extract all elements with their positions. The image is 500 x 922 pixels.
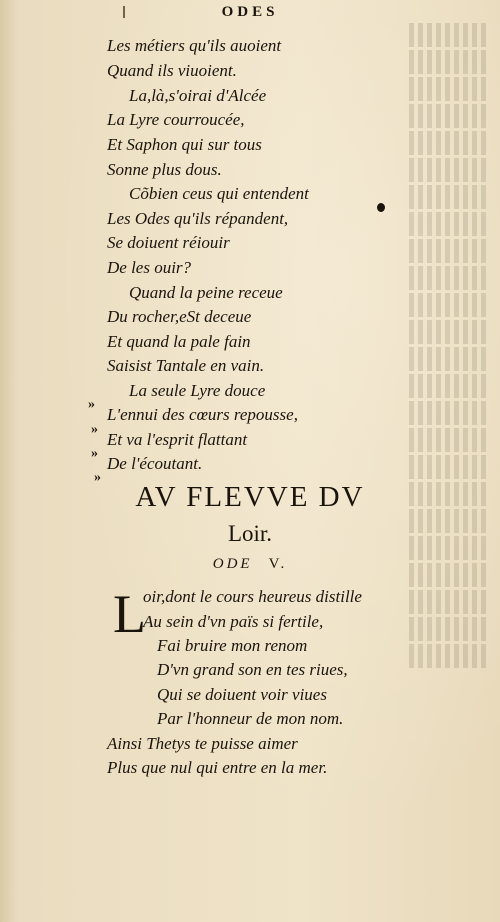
poem-subtitle: Loir.: [227, 521, 273, 546]
verse-line: Qui se doiuent voir viues: [157, 685, 327, 704]
ink-blot: [377, 203, 385, 212]
verse-line: Du rocher,eSt deceue: [107, 307, 252, 326]
verse-line: Sonne plus dous.: [107, 160, 222, 179]
verse-line: De l'écoutant.: [107, 454, 203, 473]
verse-line: L'ennui des cœurs repousse,: [107, 405, 298, 424]
running-head: ODES: [221, 4, 279, 20]
verse-line: Et quand la pale fain: [107, 332, 251, 351]
drop-cap: L: [113, 584, 146, 644]
verse-line: Fai bruire mon renom: [157, 636, 308, 655]
verse-line: La Lyre courroucée,: [107, 110, 245, 129]
verse-line: Saisist Tantale en vain.: [107, 356, 265, 375]
verse-line: Et va l'esprit flattant: [107, 430, 248, 449]
verse-line: La seule Lyre douce: [129, 381, 266, 400]
verse-line: Par l'honneur de mon nom.: [157, 709, 344, 728]
verse-line: Ainsi Thetys te puisse aimer: [107, 734, 298, 753]
show-through-text: [406, 20, 486, 780]
verse-line: Au sein d'vn païs si fertile,: [143, 612, 324, 631]
verse-line: Plus que nul qui entre en la mer.: [107, 758, 328, 777]
verse-line: De les ouir?: [107, 258, 192, 277]
ode-number: V.: [268, 556, 288, 572]
verse-line: Quand ils viuoient.: [107, 61, 237, 80]
verse-line: D'vn grand son en tes riues,: [157, 660, 348, 679]
poem-title: AV FLEVVE DV: [135, 481, 365, 513]
verse-line: Se doiuent réiouir: [107, 233, 230, 252]
ode-label: [0, 556, 500, 573]
verse-line: Les métiers qu'ils auoient: [107, 36, 282, 55]
quote-mark: »: [91, 422, 98, 437]
quote-mark: »: [91, 446, 98, 461]
ode-word: ODE: [212, 556, 253, 572]
verse-line: Cõbien ceus qui entendent: [129, 184, 309, 203]
quote-mark: »: [88, 397, 95, 412]
quote-mark: »: [94, 470, 101, 485]
verse-line: La,là,s'oirai d'Alcée: [129, 86, 267, 105]
verse-line: Et Saphon qui sur tous: [107, 135, 262, 154]
verse-line: Les Odes qu'ils répandent,: [107, 209, 289, 228]
verse-line: oir,dont le cours heureus distille: [143, 587, 362, 606]
verse-line: Quand la peine receue: [129, 283, 283, 302]
